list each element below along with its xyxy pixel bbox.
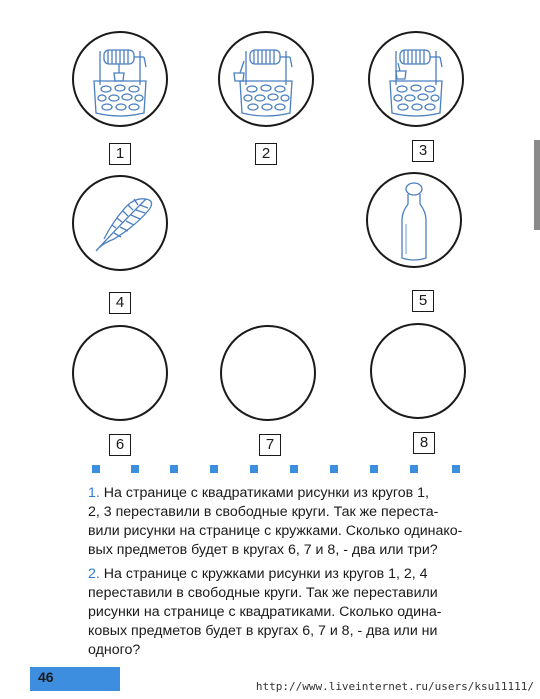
square-marker [210, 465, 218, 473]
circle-8 [370, 323, 466, 419]
page-edge [534, 140, 540, 230]
task-text: На странице с квадратиками рисунки из кругов 1, [103, 485, 429, 501]
task-line: рисунки на странице с квадратиками. Сколько одина- [88, 604, 442, 620]
task-number: 1. [88, 485, 100, 501]
square-marker [250, 465, 258, 473]
task-text: На странице с кружками рисунки из кругов 1, 2, 4 [103, 566, 428, 582]
number-box: 4 [109, 292, 131, 314]
circle-7 [220, 325, 316, 421]
feather-icon [74, 177, 166, 269]
watermark-url: http://www.liveinternet.ru/users/ksu11111/ [255, 680, 534, 693]
task-line: переставили в свободные круги. Так же переставили [88, 585, 438, 601]
task-number: 2. [88, 566, 100, 582]
number-box: 7 [259, 434, 281, 456]
square-marker [452, 465, 460, 473]
task-line: ковых предметов будет в кругах 6, 7 и 8, - два или ни [88, 623, 438, 639]
task-1 [88, 484, 488, 560]
task-line: 2, 3 переставили в свободные круги. Так же переста- [88, 504, 439, 520]
square-marker [131, 465, 139, 473]
task-line [88, 565, 488, 584]
number-box: 1 [109, 143, 131, 165]
task-line: одного? [88, 642, 141, 658]
number-box: 6 [109, 434, 131, 456]
square-marker [170, 465, 178, 473]
page-number-bar [30, 667, 120, 691]
circle-3 [368, 31, 464, 127]
number-box: 8 [413, 432, 435, 454]
circle-5 [366, 172, 462, 268]
square-marker [410, 465, 418, 473]
circle-2 [218, 31, 314, 127]
square-marker [92, 465, 100, 473]
page-number: 46 [38, 669, 54, 685]
task-2 [88, 565, 488, 660]
number-box: 3 [412, 140, 434, 162]
square-marker [370, 465, 378, 473]
task-line [88, 484, 488, 503]
well-icon [74, 33, 166, 125]
circle-6 [72, 325, 168, 421]
bottle-icon [368, 174, 460, 266]
number-box: 2 [255, 143, 277, 165]
well-icon [370, 33, 462, 125]
square-marker [330, 465, 338, 473]
square-marker [290, 465, 298, 473]
task-line: вили рисунки на странице с кружками. Сколько одинако- [88, 523, 463, 539]
well-icon [220, 33, 312, 125]
circle-4 [72, 175, 168, 271]
circle-1 [72, 31, 168, 127]
task-line: вых предметов будет в кругах 6, 7 и 8, - два или три? [88, 542, 438, 558]
number-box: 5 [412, 290, 434, 312]
